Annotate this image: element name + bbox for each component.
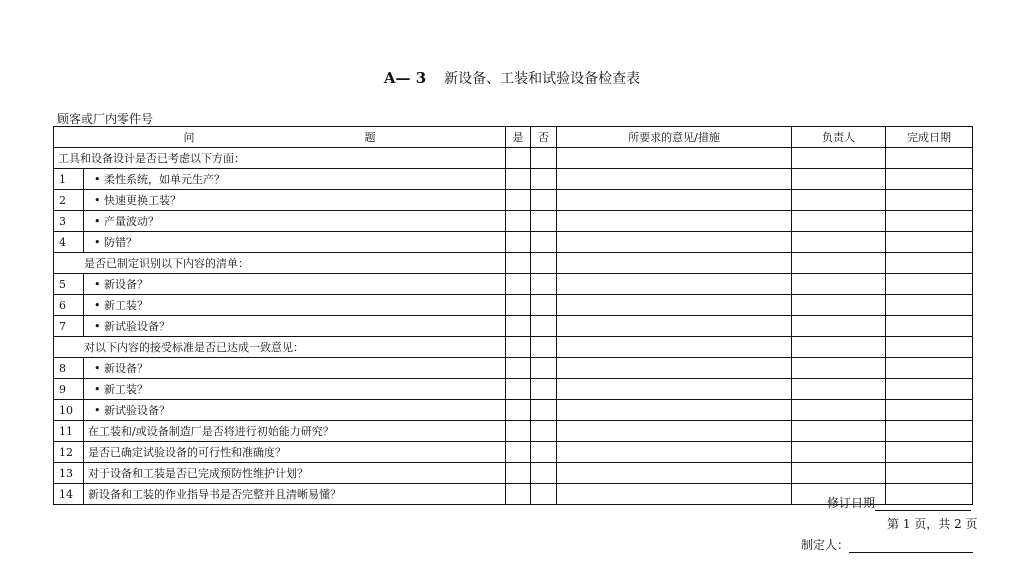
owner-cell[interactable] — [792, 337, 886, 358]
section-text: 工具和设备设计是否已考虑以下方面： — [54, 148, 506, 169]
prepared-by-field[interactable] — [849, 540, 973, 553]
yes-cell[interactable] — [506, 232, 531, 253]
comments-cell[interactable] — [557, 358, 792, 379]
yes-cell[interactable] — [506, 337, 531, 358]
table-row — [54, 211, 973, 232]
yes-cell[interactable] — [506, 211, 531, 232]
owner-cell[interactable] — [792, 190, 886, 211]
row-number: 13 — [54, 463, 84, 484]
yes-cell[interactable] — [506, 295, 531, 316]
checklist-table — [53, 126, 973, 505]
owner-cell[interactable] — [792, 274, 886, 295]
row-number: 3 — [54, 211, 84, 232]
comments-cell[interactable] — [557, 442, 792, 463]
prepared-by-label: 制定人： — [801, 538, 850, 552]
no-cell[interactable] — [531, 148, 557, 169]
question-text: 在工装和/或设备制造厂是否将进行初始能力研究？ — [84, 421, 506, 442]
owner-cell[interactable] — [792, 421, 886, 442]
no-cell[interactable] — [531, 463, 557, 484]
revision-date-label: 修订日期 — [827, 496, 876, 510]
comments-cell[interactable] — [557, 379, 792, 400]
prepared-by-line — [801, 536, 973, 553]
header-due-date: 完成日期 — [886, 127, 973, 148]
yes-cell[interactable] — [506, 379, 531, 400]
header-owner: 负责人 — [792, 127, 886, 148]
comments-cell[interactable] — [557, 253, 792, 274]
owner-cell[interactable] — [792, 232, 886, 253]
section-text: 对以下内容的接受标准是否已达成一致意见： — [54, 337, 506, 358]
table-row — [54, 337, 973, 358]
row-number: 14 — [54, 484, 84, 505]
form-title-text: 新设备、工装和试验设备检查表 — [444, 71, 641, 87]
table-row — [54, 358, 973, 379]
yes-cell[interactable] — [506, 400, 531, 421]
row-number: 6 — [54, 295, 84, 316]
row-number: 2 — [54, 190, 84, 211]
no-cell[interactable] — [531, 169, 557, 190]
yes-cell[interactable] — [506, 169, 531, 190]
yes-cell[interactable] — [506, 253, 531, 274]
row-number: 10 — [54, 400, 84, 421]
no-cell[interactable] — [531, 400, 557, 421]
owner-cell[interactable] — [792, 442, 886, 463]
question-text: • 新工装？ — [84, 379, 506, 400]
yes-cell[interactable] — [506, 358, 531, 379]
yes-cell[interactable] — [506, 316, 531, 337]
comments-cell[interactable] — [557, 337, 792, 358]
due-date-cell[interactable] — [886, 463, 973, 484]
page-indicator: 第 1 页，共 2 页 — [887, 517, 978, 531]
row-number: 5 — [54, 274, 84, 295]
question-text: • 新设备？ — [84, 274, 506, 295]
comments-cell[interactable] — [557, 232, 792, 253]
yes-cell[interactable] — [506, 421, 531, 442]
row-number: 8 — [54, 358, 84, 379]
comments-cell[interactable] — [557, 169, 792, 190]
owner-cell[interactable] — [792, 316, 886, 337]
yes-cell[interactable] — [506, 274, 531, 295]
due-date-cell[interactable] — [886, 148, 973, 169]
question-text: 对于设备和工装是否已完成预防性维护计划？ — [84, 463, 506, 484]
yes-cell[interactable] — [506, 463, 531, 484]
due-date-cell[interactable] — [886, 421, 973, 442]
no-cell[interactable] — [531, 295, 557, 316]
due-date-cell[interactable] — [886, 169, 973, 190]
table-row — [54, 316, 973, 337]
table-row — [54, 379, 973, 400]
due-date-cell[interactable] — [886, 253, 973, 274]
comments-cell[interactable] — [557, 190, 792, 211]
no-cell[interactable] — [531, 232, 557, 253]
form-title — [0, 68, 1024, 88]
table-row — [54, 232, 973, 253]
no-cell[interactable] — [531, 484, 557, 505]
comments-cell[interactable] — [557, 421, 792, 442]
owner-cell[interactable] — [792, 379, 886, 400]
no-cell[interactable] — [531, 274, 557, 295]
table-row — [54, 463, 973, 484]
comments-cell[interactable] — [557, 316, 792, 337]
question-text: • 新工装？ — [84, 295, 506, 316]
form-code: A— 3 — [383, 69, 427, 87]
yes-cell[interactable] — [506, 442, 531, 463]
table-row — [54, 442, 973, 463]
question-text: • 新设备？ — [84, 358, 506, 379]
header-question: 问 题 — [54, 127, 506, 148]
question-text: • 柔性系统，如单元生产？ — [84, 169, 506, 190]
question-text: 是否已确定试验设备的可行性和准确度？ — [84, 442, 506, 463]
question-text: • 快速更换工装？ — [84, 190, 506, 211]
due-date-cell[interactable] — [886, 337, 973, 358]
question-text: • 防错？ — [84, 232, 506, 253]
table-row — [54, 274, 973, 295]
owner-cell[interactable] — [792, 295, 886, 316]
owner-cell[interactable] — [792, 463, 886, 484]
table-row — [54, 421, 973, 442]
owner-cell[interactable] — [792, 358, 886, 379]
due-date-cell[interactable] — [886, 232, 973, 253]
question-text: • 新试验设备？ — [84, 400, 506, 421]
owner-cell[interactable] — [792, 211, 886, 232]
no-cell[interactable] — [531, 337, 557, 358]
question-text: 新设备和工装的作业指导书是否完整并且清晰易懂？ — [84, 484, 506, 505]
row-number: 1 — [54, 169, 84, 190]
table-row — [54, 253, 973, 274]
table-row — [54, 190, 973, 211]
header-comments: 所要求的意见/措施 — [557, 127, 792, 148]
no-cell[interactable] — [531, 379, 557, 400]
comments-cell[interactable] — [557, 484, 792, 505]
due-date-cell[interactable] — [886, 316, 973, 337]
owner-cell[interactable] — [792, 253, 886, 274]
no-cell[interactable] — [531, 421, 557, 442]
no-cell[interactable] — [531, 316, 557, 337]
comments-cell[interactable] — [557, 400, 792, 421]
due-date-cell[interactable] — [886, 400, 973, 421]
comments-cell[interactable] — [557, 274, 792, 295]
yes-cell[interactable] — [506, 190, 531, 211]
table-row — [54, 400, 973, 421]
row-number: 12 — [54, 442, 84, 463]
row-number: 11 — [54, 421, 84, 442]
revision-date-field[interactable] — [875, 498, 971, 511]
owner-cell[interactable] — [792, 400, 886, 421]
part-number-label: 顾客或厂内零件号 — [57, 112, 154, 126]
due-date-cell[interactable] — [886, 211, 973, 232]
due-date-cell[interactable] — [886, 442, 973, 463]
question-text: • 新试验设备？ — [84, 316, 506, 337]
no-cell[interactable] — [531, 211, 557, 232]
header-no: 否 — [531, 127, 557, 148]
no-cell[interactable] — [531, 358, 557, 379]
yes-cell[interactable] — [506, 484, 531, 505]
due-date-cell[interactable] — [886, 295, 973, 316]
table-row — [54, 148, 973, 169]
due-date-cell[interactable] — [886, 379, 973, 400]
yes-cell[interactable] — [506, 148, 531, 169]
owner-cell[interactable] — [792, 148, 886, 169]
header-yes: 是 — [506, 127, 531, 148]
comments-cell[interactable] — [557, 295, 792, 316]
row-number: 4 — [54, 232, 84, 253]
due-date-cell[interactable] — [886, 190, 973, 211]
part-number-line — [57, 110, 277, 127]
due-date-cell[interactable] — [886, 358, 973, 379]
row-number: 9 — [54, 379, 84, 400]
section-text: 是否已制定识别以下内容的清单： — [54, 253, 506, 274]
no-cell[interactable] — [531, 253, 557, 274]
table-row — [54, 295, 973, 316]
header-row — [54, 127, 973, 148]
table-row — [54, 169, 973, 190]
comments-cell[interactable] — [557, 211, 792, 232]
no-cell[interactable] — [531, 442, 557, 463]
due-date-cell[interactable] — [886, 274, 973, 295]
revision-date-line — [827, 494, 971, 511]
comments-cell[interactable] — [557, 148, 792, 169]
comments-cell[interactable] — [557, 463, 792, 484]
question-text: • 产量波动？ — [84, 211, 506, 232]
owner-cell[interactable] — [792, 169, 886, 190]
no-cell[interactable] — [531, 190, 557, 211]
row-number: 7 — [54, 316, 84, 337]
